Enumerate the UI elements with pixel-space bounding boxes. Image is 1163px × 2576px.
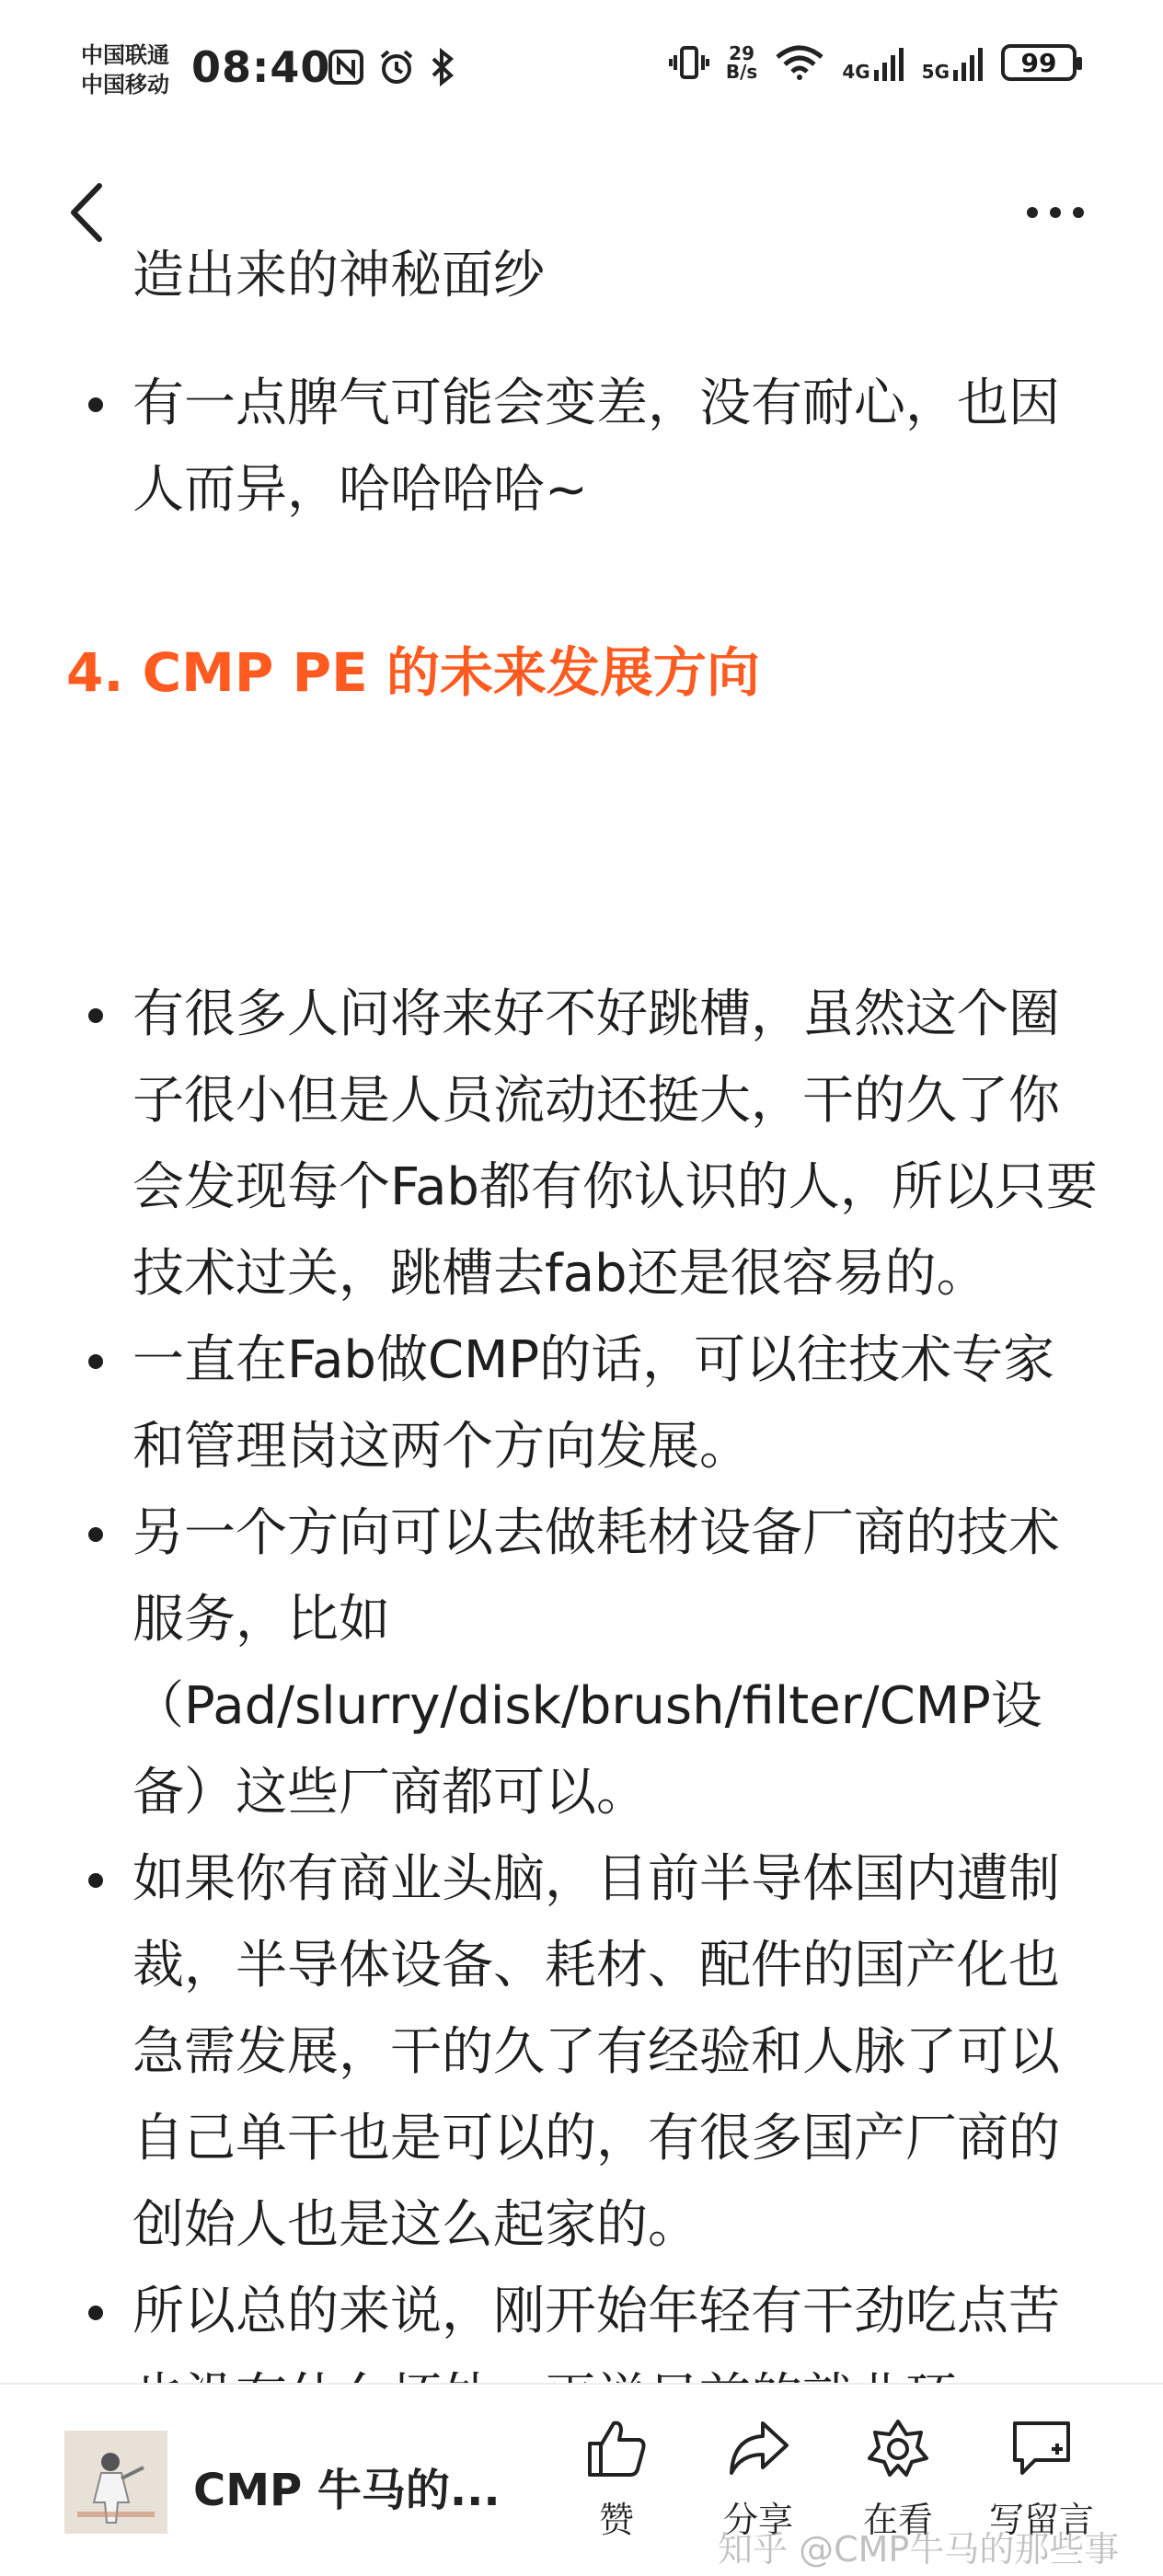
watermark: 知乎 @CMP牛马的那些事 (718, 2529, 1120, 2570)
carrier-2: 中国移动 (81, 72, 169, 98)
avatar-image (64, 2431, 167, 2534)
bullet-list-top (0, 361, 1163, 534)
vibrate-icon (669, 44, 709, 81)
list-item: 另一个方向可以去做耗材设备厂商的技术服务，比如（Pad/slurry/disk/brush/filter/CMP设备）这些厂商都可以。 (0, 1490, 1163, 1836)
bluetooth-icon (429, 48, 456, 86)
share-label: 分享 (722, 2500, 793, 2540)
back-button[interactable] (64, 180, 110, 245)
chevron-left-icon (64, 180, 110, 245)
author-name[interactable]: CMP 牛马的... (193, 2465, 501, 2516)
signal-2 (922, 44, 985, 81)
comment-label: 写留言 (988, 2500, 1094, 2540)
net-speed-value: 29 (729, 42, 754, 64)
wifi-icon (774, 44, 825, 81)
section-heading: 4. CMP PE 的未来发展方向 (66, 641, 760, 704)
bottom-action-bar (0, 2383, 1163, 2576)
list-item: 如果你有商业头脑，目前半导体国内遭制裁，半导体设备、耗材、配件的国产化也急需发展，干的久了有经验和人脉了可以自己单干也是可以的，有很多国产厂商的创始人也是这么起家的。 (0, 1836, 1163, 2269)
alarm-icon (377, 48, 416, 86)
bullet-list (0, 972, 1163, 2442)
more-icon (1023, 197, 1088, 228)
status-icons-left (328, 48, 456, 86)
net-type-2: 5G (921, 61, 950, 83)
carrier-info (81, 40, 169, 99)
list-item: 有一点脾气可能会变差，没有耐心，也因人而异，哈哈哈哈~ (0, 361, 1163, 534)
comment-icon (1009, 2418, 1074, 2478)
battery-level: 99 (1020, 47, 1057, 78)
flower-icon (866, 2418, 930, 2478)
signal-icon (953, 44, 985, 81)
list-item: 一直在Fab做CMP的话，可以往技术专家和管理岗这两个方向发展。 (0, 1317, 1163, 1490)
net-speed (726, 44, 757, 81)
thumbs-up-icon (584, 2418, 649, 2478)
net-type-1: 4G (842, 61, 870, 83)
clock: 08:40 (191, 42, 331, 92)
nfc-icon (328, 49, 364, 86)
list-item: 所以总的来说，刚开始年轻有干劲吃点苦 (0, 2269, 1163, 2442)
like-button[interactable] (561, 2418, 672, 2542)
partial-line: 造出来的神秘面纱 (132, 246, 545, 305)
article-scroll-area[interactable] (0, 246, 1163, 2383)
avatar[interactable] (64, 2431, 167, 2534)
status-bar (0, 0, 1163, 147)
net-speed-unit: B/s (725, 61, 758, 83)
status-icons-right (669, 44, 1077, 81)
carrier-1: 中国联通 (81, 42, 169, 68)
like-label: 赞 (598, 2500, 634, 2540)
more-button[interactable] (1023, 197, 1088, 228)
list-item: 有很多人问将来好不好跳槽，虽然这个圈子很小但是人员流动还挺大，干的久了你会发现每个Fab都有你认识的人，所以只要技术过关，跳槽去fab还是很容易的。 (0, 972, 1163, 1317)
battery-icon (1001, 44, 1077, 81)
article (0, 246, 1163, 2341)
share-icon (726, 2418, 790, 2478)
wow-label: 在看 (862, 2500, 933, 2540)
signal-icon (874, 44, 905, 81)
signal-1 (842, 44, 904, 81)
